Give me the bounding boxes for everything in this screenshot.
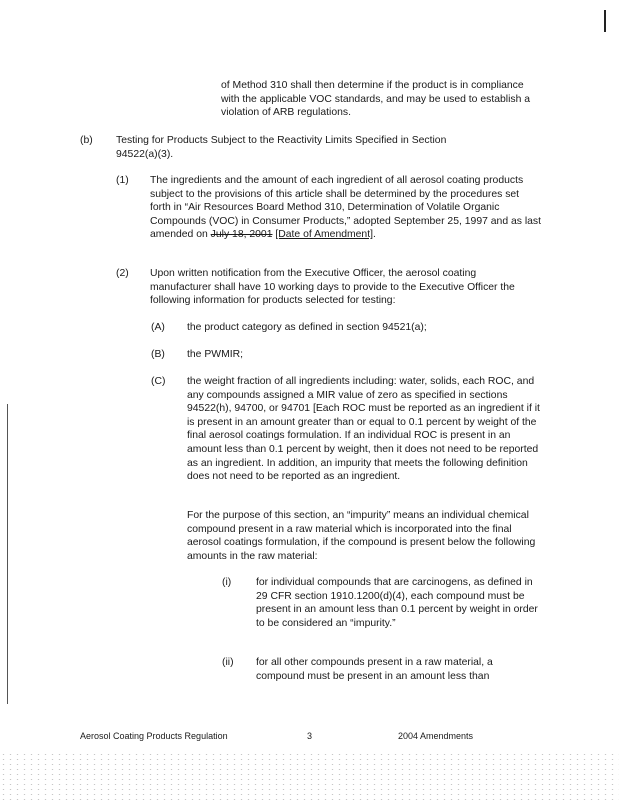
item-1-inserted-date: [Date of Amendment] xyxy=(275,229,373,241)
item-1-end: . xyxy=(373,229,376,241)
item-1-text xyxy=(150,174,542,242)
scan-edge-mark-top-right xyxy=(604,10,606,32)
item-1-main: The ingredients and the amount of each ingredient of all aerosol coating products subject to the provisions of this article shall be determined by the procedures set forth in “Air Resources Board Method 310, Determination of Volatile Organic Compounds (VOC) in Consumer Products,” adopted September 25, 1997 and as last amended on xyxy=(150,175,542,241)
item-1-label: (1) xyxy=(116,175,129,186)
item-2-label: (2) xyxy=(116,268,129,279)
scan-noise xyxy=(0,752,619,800)
item-ii-text: for all other compounds present in a raw material, a compound must be present in an amount less than xyxy=(256,657,493,682)
section-b-heading: Testing for Products Subject to the Reactivity Limits Specified in Section 94522(a)(3). xyxy=(116,135,447,160)
item-a-text: the product category as defined in section 94521(a); xyxy=(187,322,427,333)
item-2-text: Upon written notification from the Executive Officer, the aerosol coating manufacturer shall have 10 working days to provide to the Executive Officer the following information for products selected for testing: xyxy=(150,268,515,307)
item-c-text: the weight fraction of all ingredients including: water, solids, each ROC, and any compounds assigned a MIR value of zero as specified in sections 94522(h), 94700, or 94701 [Each ROC must be reported as an ingredient if it is present in an amount greater than or equal to 0.1 percent by weight of the final aerosol coatings formulation. If an individual ROC is present in an amount less than 0.1 percent by weight, then it does not need to be reported as an ingredient. In addition, an impurity that meets the following definition does not need to be reported as an ingredient. xyxy=(187,376,540,483)
footer-page-number: 3 xyxy=(307,731,313,741)
item-bb-text: the PWMIR; xyxy=(187,349,244,360)
impurity-definition-paragraph: For the purpose of this section, an “impurity” means an individual chemical compound present in a raw material which is incorporated into the final aerosol coatings formulation, if the compound is present below the following amounts in the raw material: xyxy=(187,510,536,562)
footer-left: Aerosol Coating Products Regulation xyxy=(80,731,228,741)
revision-bar-left xyxy=(7,404,8,704)
item-ii-label: (ii) xyxy=(222,657,234,668)
continuation-paragraph: of Method 310 shall then determine if the product is in compliance with the applicable VOC standards, and may be used to establish a violation of ARB regulations. xyxy=(221,80,531,119)
item-i-label: (i) xyxy=(222,577,232,588)
item-bb-label: (B) xyxy=(151,349,165,360)
item-i-text: for individual compounds that are carcinogens, as defined in 29 CFR section 1910.1200(d)(4), each compound must be present in an amount less than 0.1 percent by weight in order to be considered an “impurity.” xyxy=(256,577,538,629)
item-a-label: (A) xyxy=(151,322,165,333)
footer-right: 2004 Amendments xyxy=(398,731,474,741)
item-c-label: (C) xyxy=(151,376,166,387)
item-1-deleted-date: July 18, 2001 xyxy=(210,229,273,241)
section-b-label: (b) xyxy=(80,135,93,146)
